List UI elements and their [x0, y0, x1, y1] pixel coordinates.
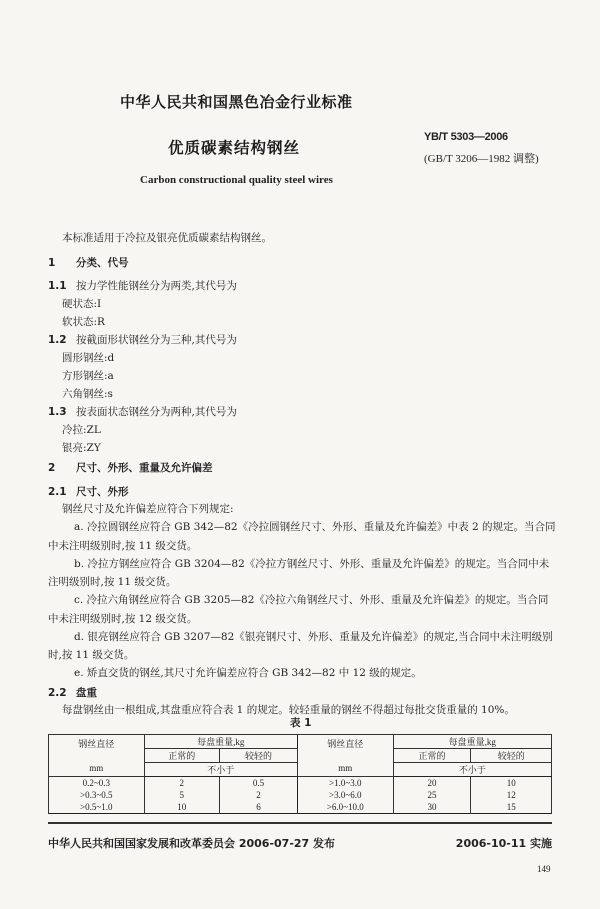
paragraph: 中未注明级别时,按 12 级交货。	[48, 613, 198, 625]
header-light: 较轻的	[471, 749, 552, 763]
list-item: 银亮:ZY	[62, 442, 101, 454]
paragraph: 钢丝尺寸及允许偏差应符合下列规定:	[62, 503, 234, 515]
cell: >0.5~1.0	[49, 801, 145, 814]
clause-number: 2.2	[48, 687, 67, 699]
header-not-less: 不小于	[144, 763, 297, 777]
header-diameter: 钢丝直径 mm	[297, 735, 393, 777]
cell: 30	[393, 801, 471, 814]
page-number: 149	[537, 864, 551, 874]
paragraph: e. 矫直交货的钢丝,其尺寸允许偏差应符合 GB 342—82 中 12 级的规定。	[74, 667, 422, 679]
title-en: Carbon constructional quality steel wires	[140, 174, 333, 186]
section-title: 分类、代号	[76, 257, 129, 269]
section-title: 尺寸、外形、重量及允许偏差	[76, 462, 213, 474]
clause-number: 1.1	[48, 280, 67, 292]
paragraph: d. 银亮钢丝应符合 GB 3207—82《银亮钢尺寸、外形、重量及允许偏差》的规定,当合同中未注明级别	[74, 631, 553, 643]
clause-2-2-heading	[48, 685, 97, 700]
cell: 25	[393, 789, 471, 801]
clause-text: 按截面形状钢丝分为三种,其代号为	[76, 334, 237, 346]
paragraph: 注明级别时,按 11 级交货。	[48, 576, 177, 588]
header-diameter: 钢丝直径 mm	[49, 735, 145, 777]
cell: 12	[471, 789, 552, 801]
list-item: 硬状态:I	[62, 298, 102, 310]
cell: 2	[144, 777, 219, 790]
table-row	[49, 777, 552, 790]
clause-number: 1.2	[48, 334, 67, 346]
cell: >3.0~6.0	[297, 789, 393, 801]
clause-text: 按表面状态钢丝分为两种,其代号为	[76, 406, 237, 418]
cell: 0.2~0.3	[49, 777, 145, 790]
cell: 6	[220, 801, 298, 814]
section-number: 1	[48, 257, 56, 269]
title-cn: 优质碳素结构钢丝	[168, 139, 301, 157]
clause-number: 2.1	[48, 486, 67, 498]
clause-1-2	[48, 333, 237, 347]
footer-divider	[48, 822, 552, 824]
doc-number: YB/T 5303—2006	[424, 131, 508, 143]
list-item: 圆形钢丝:d	[62, 352, 115, 364]
cell: 15	[471, 801, 552, 814]
table-row	[49, 789, 552, 801]
intro: 本标准适用于冷拉及银亮优质碳素结构钢丝。	[62, 232, 272, 244]
table-caption: 表 1	[290, 717, 312, 729]
cell: 5	[144, 789, 219, 801]
coil-weight-table	[48, 734, 552, 814]
issued-by: 中华人民共和国国家发展和改革委员会 2006-07-27 发布	[48, 837, 336, 850]
list-item: 六角钢丝:s	[62, 388, 113, 400]
clause-1-1	[48, 279, 237, 293]
cell: 10	[471, 777, 552, 790]
header-weight: 每盘重量,kg	[144, 735, 297, 749]
list-item: 冷拉:ZL	[62, 424, 101, 436]
paragraph: b. 冷拉方钢丝应符合 GB 3204—82《冷拉方钢丝尺寸、外形、重量及允许偏差》的规定。当合同中未	[74, 558, 550, 570]
cell: 2	[220, 789, 298, 801]
list-item: 方形钢丝:a	[62, 370, 114, 382]
clause-text: 按力学性能钢丝分为两类,其代号为	[76, 280, 237, 292]
clause-number: 1.3	[48, 406, 67, 418]
paragraph: 每盘钢丝由一根组成,其盘重应符合表 1 的规定。较轻重量的钢丝不得超过每批交货重量的 10%。	[62, 704, 515, 716]
paragraph: a. 冷拉圆钢丝应符合 GB 342—82《冷拉圆钢丝尺寸、外形、重量及允许偏差》中表 2 的规定。当合同	[74, 521, 556, 533]
clause-title: 尺寸、外形	[76, 486, 129, 498]
paragraph: c. 冷拉六角钢丝应符合 GB 3205—82《冷拉六角钢丝尺寸、外形、重量及允许偏差》的规定。当合同	[74, 594, 549, 606]
table-row	[49, 801, 552, 814]
cell: >1.0~3.0	[297, 777, 393, 790]
paragraph: 中未注明级别时,按 11 级交货。	[48, 540, 198, 552]
cell: 20	[393, 777, 471, 790]
clause-2-1-heading	[48, 484, 129, 499]
doc-adjusted: (GB/T 3206—1982 调整)	[424, 153, 539, 165]
header-weight: 每盘重量,kg	[393, 735, 551, 749]
cell: >0.3~0.5	[49, 789, 145, 801]
clause-1-3	[48, 405, 237, 419]
section-1-heading	[48, 255, 129, 270]
section-number: 2	[48, 462, 56, 474]
header-not-less: 不小于	[393, 763, 551, 777]
list-item: 软状态:R	[62, 316, 105, 328]
effective-date: 2006-10-11 实施	[455, 837, 552, 850]
header-normal: 正常的	[144, 749, 219, 763]
paragraph: 时,按 11 级交货。	[48, 649, 135, 661]
cell: 10	[144, 801, 219, 814]
header-normal: 正常的	[393, 749, 471, 763]
cell: >6.0~10.0	[297, 801, 393, 814]
header-light: 较轻的	[220, 749, 298, 763]
section-2-heading	[48, 460, 213, 475]
standard-body: 中华人民共和国黑色冶金行业标准	[120, 93, 353, 111]
clause-title: 盘重	[76, 687, 97, 699]
cell: 0.5	[220, 777, 298, 790]
